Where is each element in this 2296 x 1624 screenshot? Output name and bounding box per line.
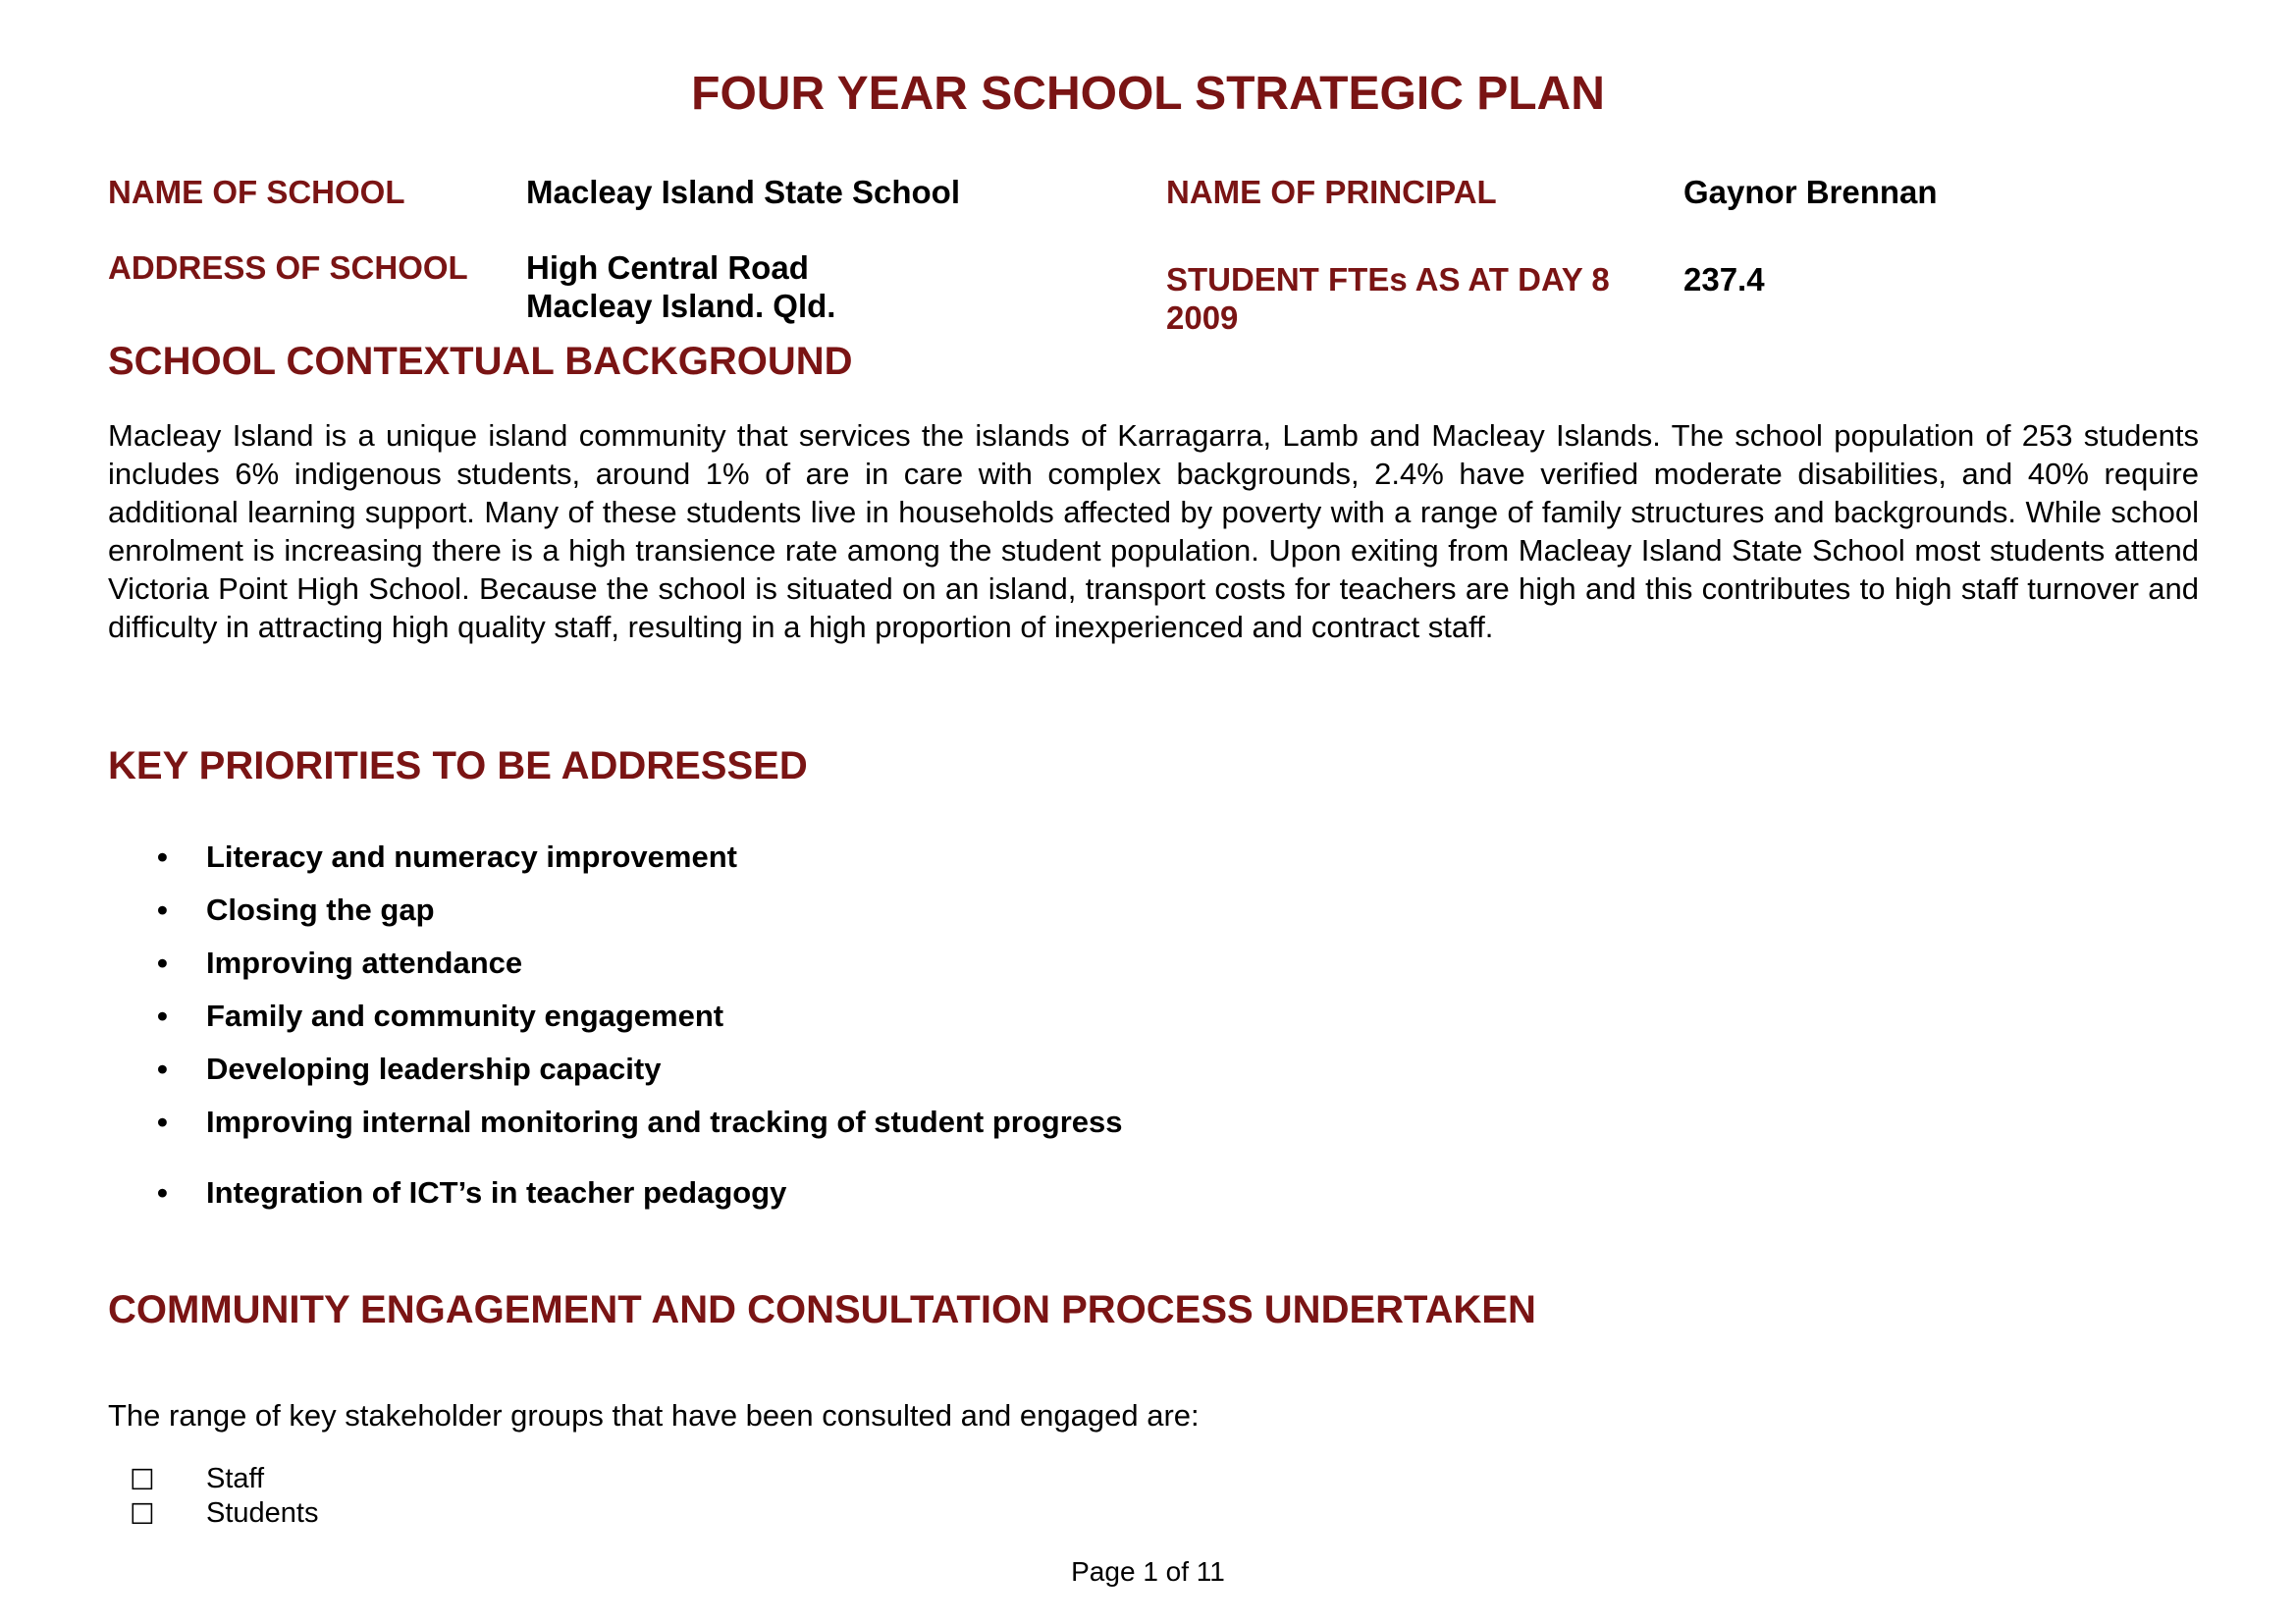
priority-text: Improving attendance xyxy=(206,946,523,980)
priority-text: Improving internal monitoring and tracking of student progress xyxy=(206,1105,1123,1139)
priority-text: Developing leadership capacity xyxy=(206,1052,662,1086)
priorities-heading: KEY PRIORITIES TO BE ADDRESSED xyxy=(108,744,808,787)
student-fte-label-line-1: STUDENT FTEs AS AT DAY 8 xyxy=(1166,261,1610,298)
name-of-principal-value: Gaynor Brennan xyxy=(1683,174,1938,210)
priority-text: Integration of ICT’s in teacher pedagogy xyxy=(206,1175,787,1210)
page-number: 1 xyxy=(1143,1556,1158,1587)
stakeholder-text: Staff xyxy=(206,1463,265,1494)
bullet-icon: • xyxy=(157,1052,168,1086)
priority-text: Family and community engagement xyxy=(206,999,724,1033)
priority-text: Closing the gap xyxy=(206,893,435,927)
student-fte-value: 237.4 xyxy=(1683,261,1765,298)
bullet-icon: • xyxy=(157,1175,168,1210)
student-fte-label-line-2: 2009 xyxy=(1166,299,1239,336)
address-of-school-label: ADDRESS OF SCHOOL xyxy=(108,249,468,286)
name-of-principal-label: NAME OF PRINCIPAL xyxy=(1166,174,1497,210)
address-line-2: Macleay Island. Qld. xyxy=(526,288,836,324)
address-line-1: High Central Road xyxy=(526,249,809,286)
bullet-icon: • xyxy=(157,946,168,980)
name-of-school-label: NAME OF SCHOOL xyxy=(108,174,405,210)
context-paragraph: Macleay Island is a unique island community that services the islands of Karragarra, Lamb and Macleay Islands. The school population of 253 students includes 6% indigenous students, around 1% of are in care with complex backgrounds, 2.4% have verified moderate disabilities, and 40% require additional learning support. Many of these students live in households affected by poverty with a range of family structures and backgrounds. While school enrolment is increasing there is a high transience rate among the student population. Upon exiting from Macleay Island State School most students attend Victoria Point High School. Because the school is situated on an island, transport costs for teachers are high and this contributes to high staff turnover and difficulty in attracting high quality staff, resulting in a high proportion of inexperienced and contract staff. xyxy=(108,418,2199,644)
bullet-icon: • xyxy=(157,893,168,927)
context-heading: SCHOOL CONTEXTUAL BACKGROUND xyxy=(108,340,853,383)
page-prefix: Page xyxy=(1071,1556,1136,1587)
bullet-icon: • xyxy=(157,1105,168,1139)
page-footer xyxy=(0,1556,2296,1588)
name-of-school-value: Macleay Island State School xyxy=(526,174,960,210)
bullet-icon: • xyxy=(157,839,168,874)
checkbox-icon: ☐ xyxy=(130,1499,155,1531)
stakeholder-intro: The range of key stakeholder groups that have been consulted and engaged are: xyxy=(108,1398,1200,1433)
priority-text: Literacy and numeracy improvement xyxy=(206,839,737,874)
bullet-icon: • xyxy=(157,999,168,1033)
checkbox-icon: ☐ xyxy=(130,1465,155,1496)
stakeholder-text: Students xyxy=(206,1497,319,1529)
document-title: FOUR YEAR SCHOOL STRATEGIC PLAN xyxy=(691,68,1605,120)
engagement-heading: COMMUNITY ENGAGEMENT AND CONSULTATION PROCESS UNDERTAKEN xyxy=(108,1288,1536,1331)
page-total: of 11 xyxy=(1165,1556,1225,1587)
